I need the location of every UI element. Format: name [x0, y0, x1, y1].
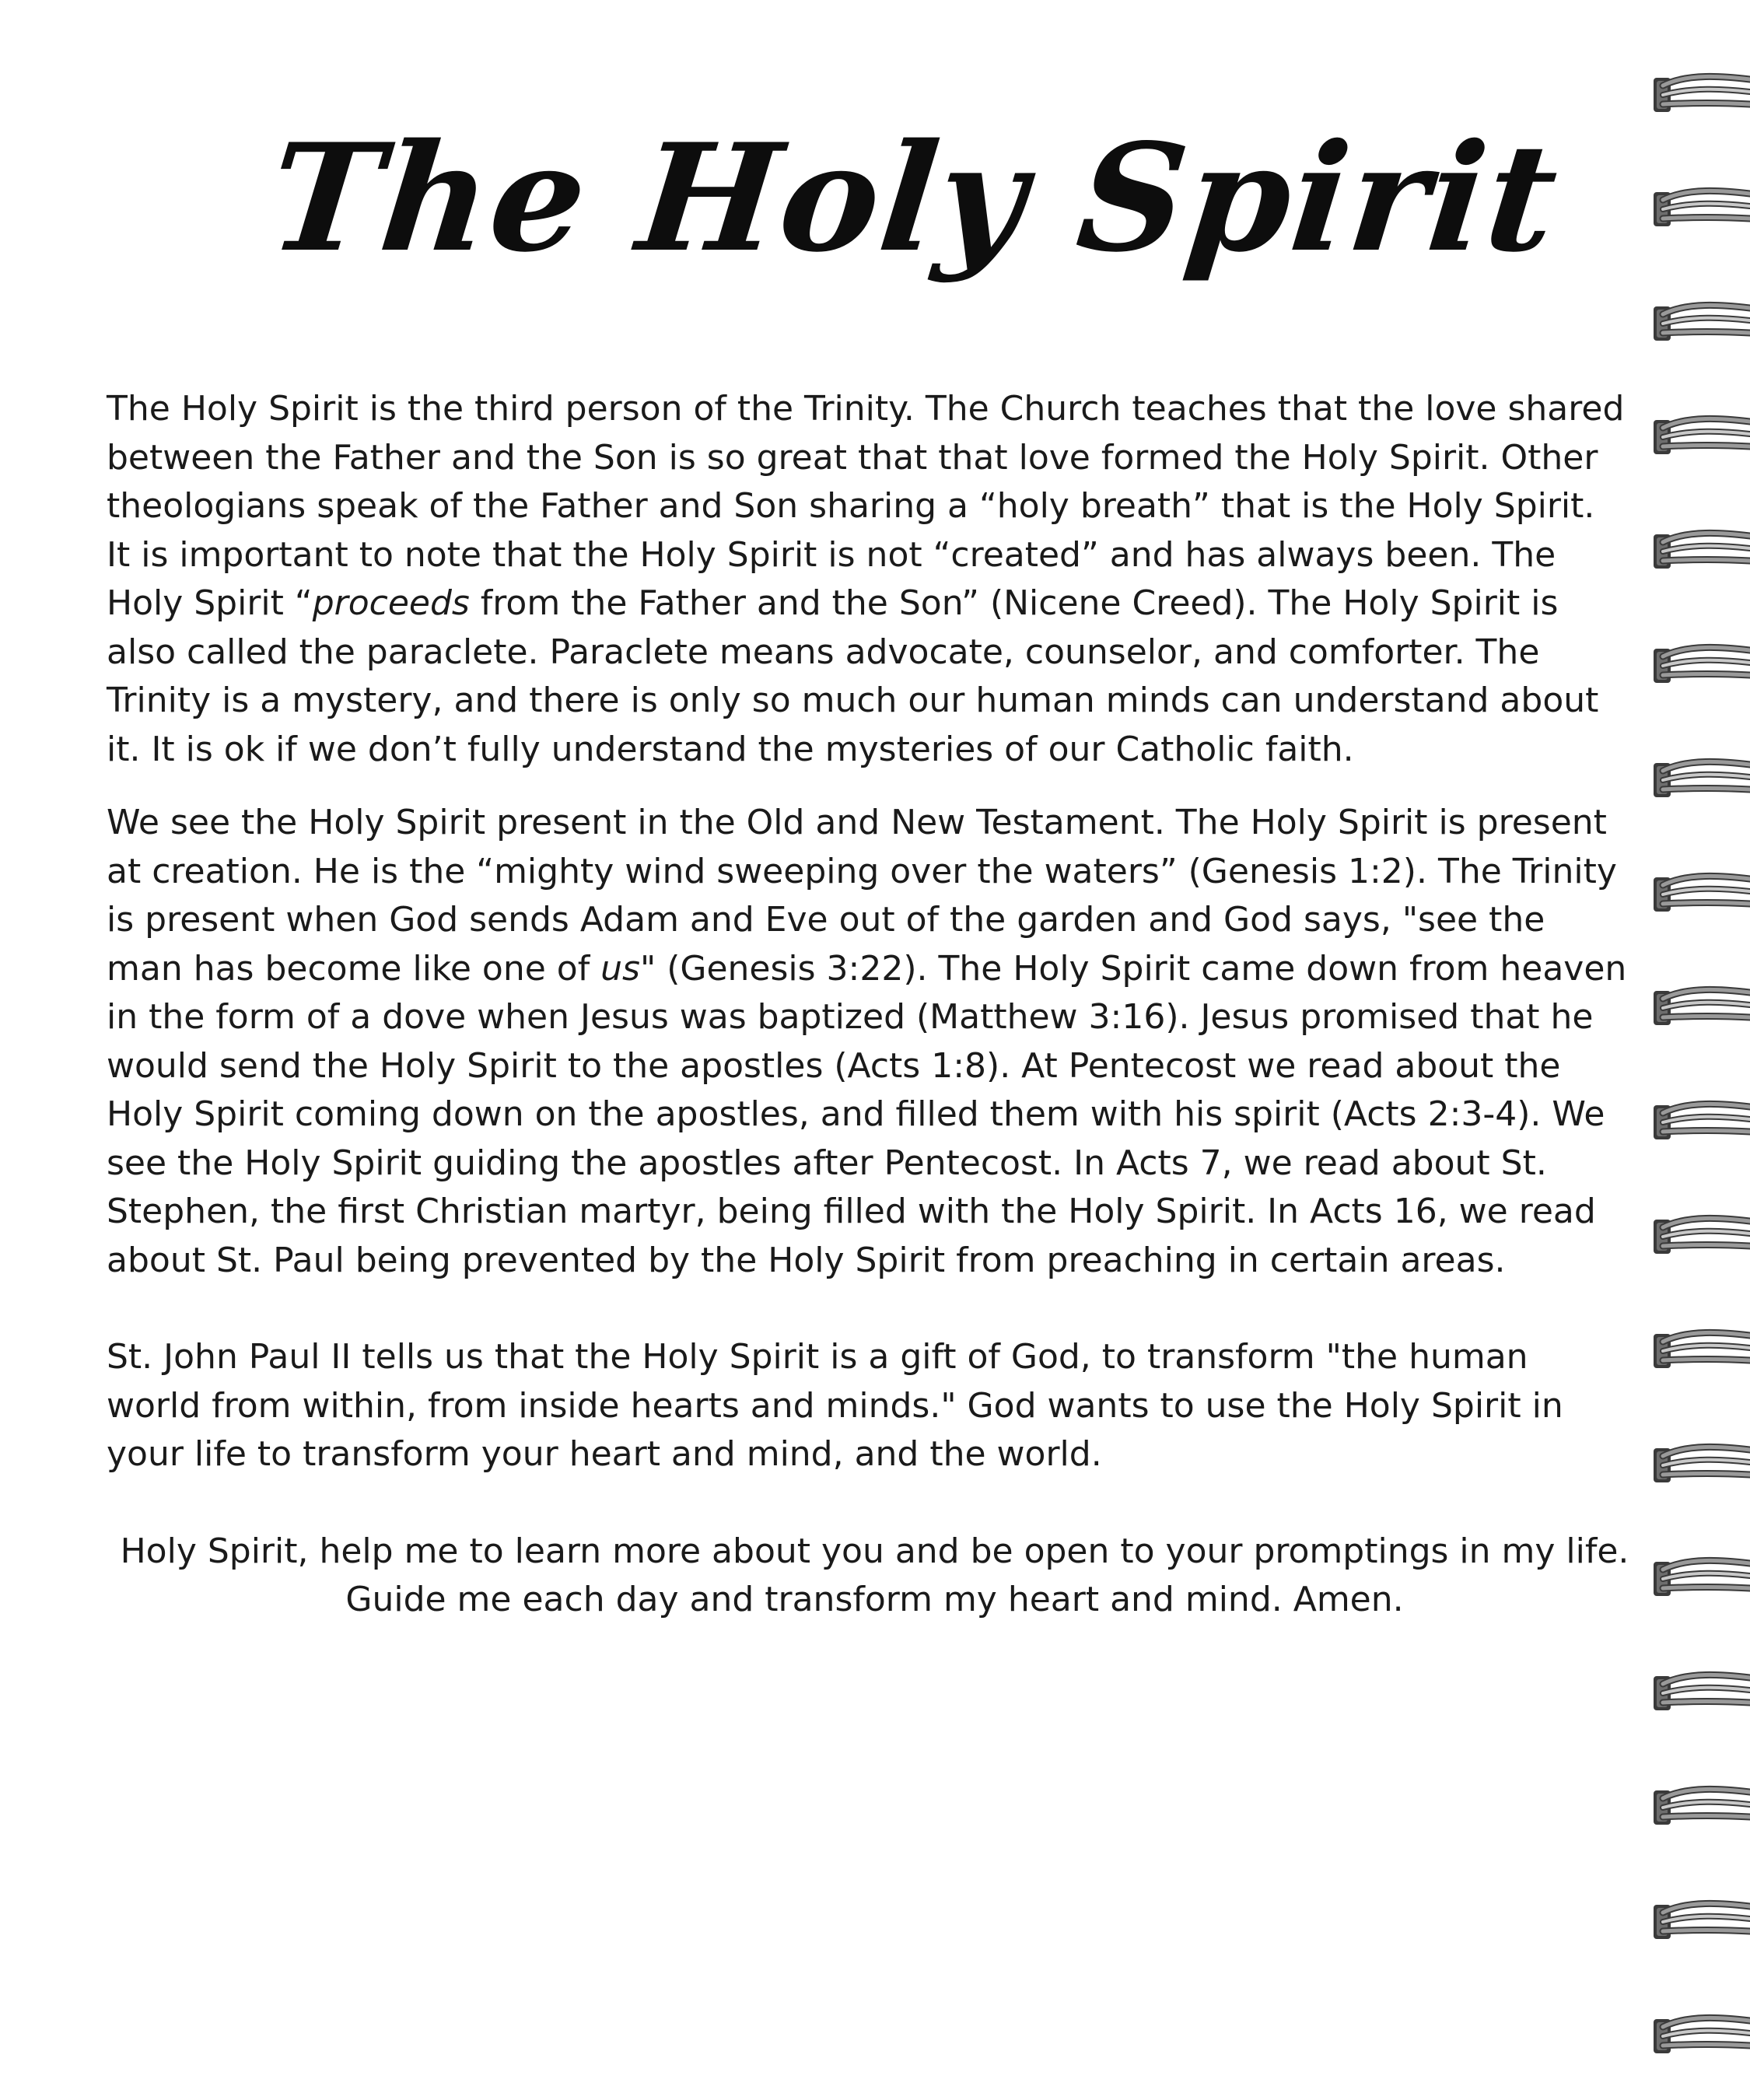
spiral-ring-icon — [1649, 183, 1750, 237]
spiral-ring-icon — [1649, 1667, 1750, 1721]
spiral-ring-icon — [1649, 982, 1750, 1036]
paragraph-trinity-emphasis: proceeds — [312, 583, 470, 623]
prayer-line-1: Holy Spirit, help me to learn more about you and be open to your promptings in my life. — [120, 1531, 1629, 1571]
spiral-ring-icon — [1649, 2010, 1750, 2064]
spiral-ring-icon — [1649, 1552, 1750, 1607]
spiral-ring-icon — [1649, 1895, 1750, 1950]
paragraph-scripture-emphasis: us — [600, 948, 640, 989]
paragraph-trinity-text-end: from the Father and the Son” (Nicene Creed). The Holy Spirit is also called the paraclete. Paraclete means advocate, counselor, and comforter. The Trinity is a mystery, and there is only so much our human minds can understand about it. It is ok if we don’t fully understand the mysteries of our Catholic faith. — [107, 583, 1599, 769]
spiral-ring-icon — [1649, 639, 1750, 694]
paragraph-john-paul: St. John Paul II tells us that the Holy Spirit is a gift of God, to transform "the human world from within, from inside hearts and minds." God wants to use the Holy Spirit in your life to transform your heart and mind, and the world. — [107, 1337, 1563, 1474]
spiral-ring-icon — [1649, 297, 1750, 352]
prayer — [114, 1528, 1635, 1625]
spiral-ring-icon — [1649, 754, 1750, 808]
spiral-ring-icon — [1649, 525, 1750, 579]
spiral-ring-icon — [1649, 1210, 1750, 1265]
page-content — [107, 385, 1627, 1625]
spiral-ring-icon — [1649, 1096, 1750, 1150]
paragraph-scripture-text-start: We see the Holy Spirit present in the Old and New Testament. The Holy Spirit is present at creation. He is the “mighty wind sweeping over the waters” (Genesis 1:2). The Trinity is present when God sends Adam and Eve out of the garden and God says, "see the man has become like one of — [107, 803, 1617, 989]
prayer-line-2: Guide me each day and transform my heart and mind. Amen. — [345, 1580, 1404, 1619]
page-title: The Holy Spirit — [261, 111, 1566, 285]
paragraph-trinity-text-start: The Holy Spirit is the third person of the Trinity. The Church teaches that the love shared between the Father and the Son is so great that that love formed the Holy Spirit. Other theologians speak of the Father and Son sharing a “holy breath” that is the Holy Spirit. It is important to note that the Holy Spirit is not “created” and has always been. The Holy Spirit “ — [107, 389, 1625, 623]
spiral-ring-icon — [1649, 68, 1750, 123]
paragraph-scripture — [107, 799, 1627, 1285]
spiral-binding — [1649, 0, 1750, 2100]
spiral-ring-icon — [1649, 868, 1750, 922]
paragraph-scripture-text-end: " (Genesis 3:22). The Holy Spirit came down from heaven in the form of a dove when Jesus was baptized (Matthew 3:16). Jesus promised that he would send the Holy Spirit to the apostles (Acts 1:8). At Pentecost we read about the Holy Spirit coming down on the apostles, and filled them with his spirit (Acts 2:3-4). We see the Holy Spirit guiding the apostles after Pentecost. In Acts 7, we read about St. Stephen, the first Christian martyr, being filled with the Holy Spirit. In Acts 16, we read about St. Paul being prevented by the Holy Spirit from preaching in certain areas. — [107, 948, 1627, 1280]
spiral-ring-icon — [1649, 411, 1750, 465]
paragraph-trinity — [107, 385, 1627, 774]
spiral-ring-icon — [1649, 1781, 1750, 1836]
spiral-ring-icon — [1649, 1325, 1750, 1379]
spiral-ring-icon — [1649, 1439, 1750, 1493]
